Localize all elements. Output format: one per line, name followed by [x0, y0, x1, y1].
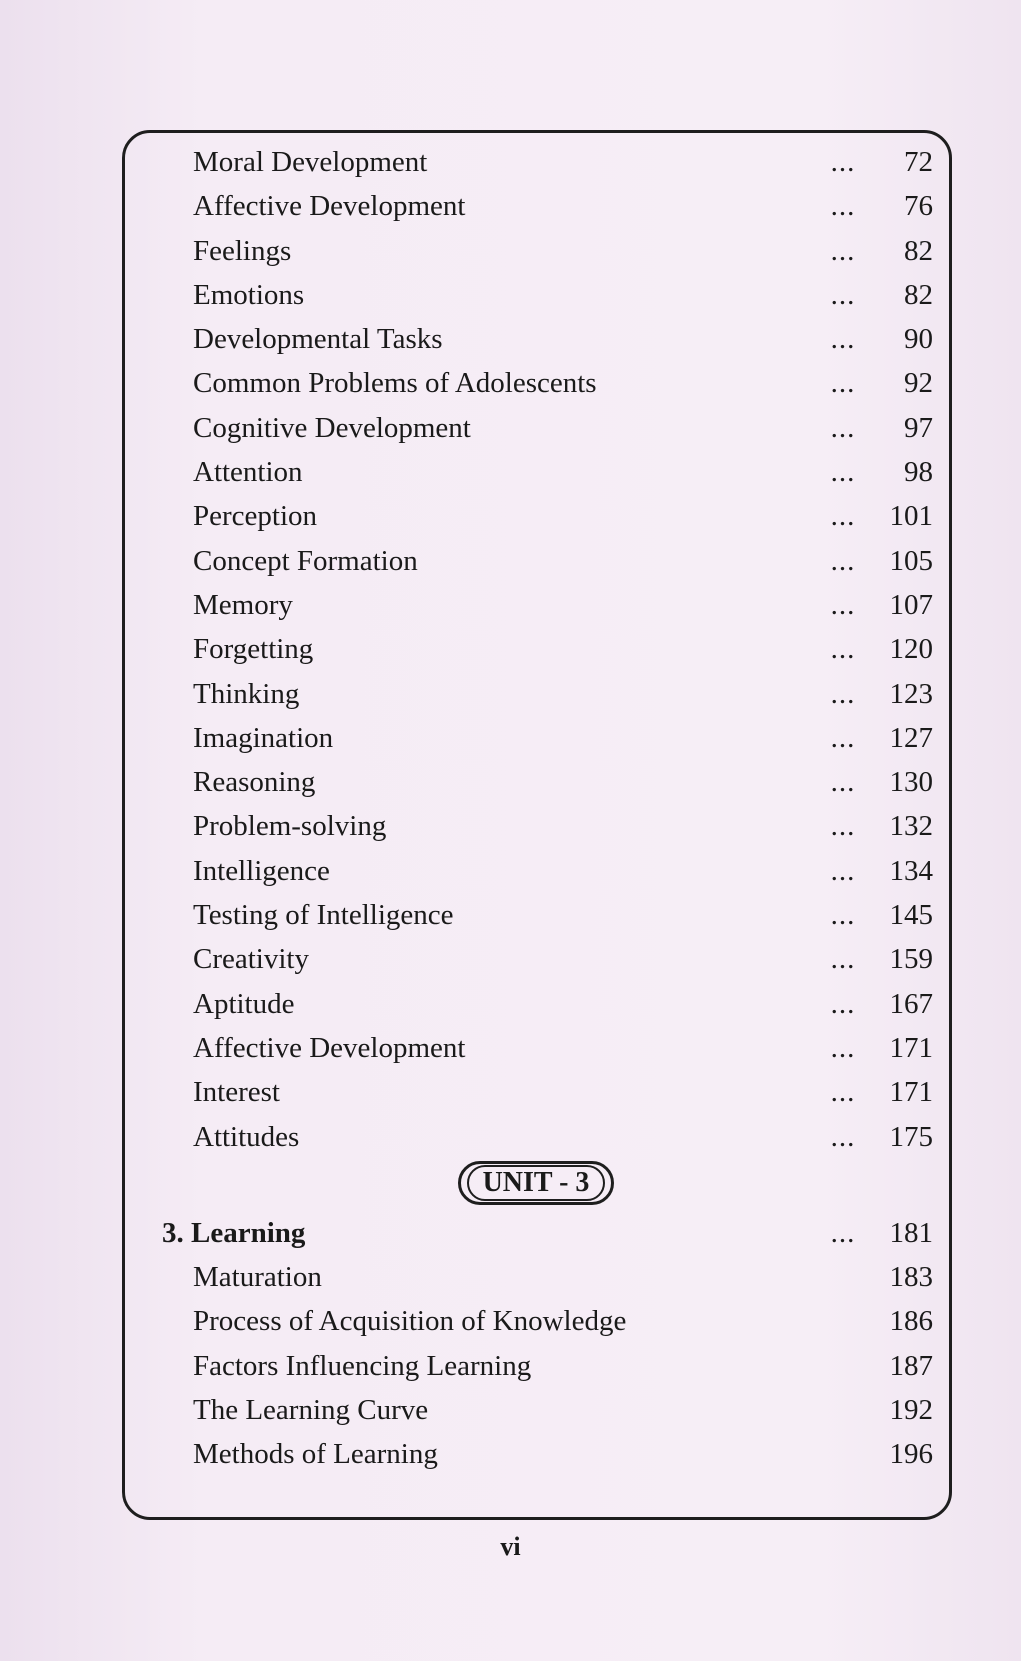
- toc-entry-leader: ...: [830, 278, 856, 311]
- toc-entry-title: Testing of Intelligence: [193, 899, 454, 932]
- toc-entry-page: 196: [889, 1438, 933, 1471]
- toc-entry: [0, 406, 1021, 450]
- toc-entry-title: Memory: [193, 588, 293, 621]
- toc-entry-page: 90: [904, 323, 933, 356]
- toc-entry-leader: ...: [830, 146, 856, 178]
- toc-entry-leader: ...: [830, 1216, 856, 1249]
- toc-entry: [0, 273, 1021, 317]
- toc-entry-page: 159: [889, 943, 933, 976]
- toc-entry-page: 167: [889, 987, 933, 1020]
- unit-heading: [0, 1159, 1021, 1211]
- toc-entry-title: 3. Learning: [162, 1216, 306, 1249]
- toc-entry-page: 101: [889, 500, 933, 533]
- toc-entry-title: Maturation: [193, 1261, 322, 1294]
- toc-entry-page: 130: [889, 766, 933, 799]
- toc-entry-title: Intelligence: [193, 854, 330, 887]
- toc-entry-title: Attention: [193, 456, 303, 489]
- toc-entry-leader: ...: [830, 190, 856, 223]
- toc-entry: [0, 1026, 1021, 1070]
- toc-entry-leader: ...: [830, 633, 856, 666]
- toc-entry: [0, 893, 1021, 937]
- toc-entry-leader: ...: [830, 1031, 856, 1064]
- toc-entry-leader: ...: [830, 899, 856, 932]
- toc-entry-title: Affective Development: [193, 190, 466, 223]
- toc-entry: [0, 760, 1021, 804]
- toc-entry-title: Concept Formation: [193, 544, 418, 577]
- toc-entry: [0, 1344, 1021, 1388]
- toc-group-unit-3: [0, 1211, 1021, 1477]
- toc-group-unit-2: [0, 140, 1021, 1159]
- toc-entry-leader: ...: [830, 544, 856, 577]
- toc-entry: [0, 140, 1021, 184]
- toc-entry: [0, 450, 1021, 494]
- toc-entry-leader: ...: [830, 766, 856, 799]
- toc-entry-title: Factors Influencing Learning: [193, 1349, 532, 1382]
- toc-entry-title: Aptitude: [193, 987, 295, 1020]
- toc-entry-page: 82: [904, 234, 933, 267]
- toc-entry-page: 98: [904, 456, 933, 489]
- toc-entry-page: 82: [904, 278, 933, 311]
- toc-entry-page: 181: [889, 1216, 933, 1249]
- toc-entry: [0, 849, 1021, 893]
- toc-entry-title: The Learning Curve: [193, 1394, 429, 1427]
- toc-entry-page: 105: [889, 544, 933, 577]
- toc-entry-leader: ...: [830, 456, 856, 489]
- page-number: vi: [500, 1532, 521, 1561]
- toc-entry: [0, 982, 1021, 1026]
- toc-entry-leader: ...: [830, 500, 856, 533]
- toc-entry-leader: ...: [830, 987, 856, 1020]
- toc-entry-title: Cognitive Development: [193, 411, 471, 444]
- toc-entry: [0, 1432, 1021, 1476]
- toc-entry: [0, 1255, 1021, 1299]
- toc-entry-leader: ...: [830, 1076, 856, 1109]
- toc-entry: [0, 494, 1021, 538]
- toc-entry: [0, 361, 1021, 405]
- toc-entry: [0, 1388, 1021, 1432]
- toc-entry-title: Common Problems of Adolescents: [193, 367, 597, 400]
- toc-entry: [0, 937, 1021, 981]
- toc-entry-page: 171: [889, 1076, 933, 1109]
- toc-entry-leader: ...: [830, 721, 856, 754]
- toc-entry-page: 92: [904, 367, 933, 400]
- toc-entry-title: Perception: [193, 500, 318, 533]
- toc-entry-page: 132: [889, 810, 933, 843]
- toc-entry-title: Thinking: [193, 677, 300, 710]
- toc-entry-page: 123: [889, 677, 933, 710]
- toc-entry-title: Process of Acquisition of Knowledge: [193, 1305, 627, 1338]
- toc-entry: [0, 1115, 1021, 1159]
- toc-entry-page: 120: [889, 633, 933, 666]
- toc-entry-leader: ...: [830, 677, 856, 710]
- toc-entry-page: 127: [889, 721, 933, 754]
- toc-entry-page: 134: [889, 854, 933, 887]
- toc-entry: [0, 1299, 1021, 1343]
- table-of-contents: [0, 140, 1021, 1477]
- toc-entry: [0, 627, 1021, 671]
- toc-entry-leader: ...: [830, 810, 856, 843]
- toc-entry-leader: ...: [830, 234, 856, 267]
- toc-entry-page: 107: [889, 588, 933, 621]
- toc-entry-leader: ...: [830, 411, 856, 444]
- toc-entry-title: Interest: [193, 1076, 280, 1109]
- toc-entry-page: 186: [889, 1305, 933, 1338]
- toc-entry-title: Forgetting: [193, 633, 314, 666]
- unit-label: UNIT - 3: [467, 1165, 606, 1201]
- toc-entry: [0, 1211, 1021, 1255]
- toc-entry-page: 175: [889, 1120, 933, 1153]
- toc-entry-leader: ...: [830, 367, 856, 400]
- toc-entry-leader: ...: [830, 588, 856, 621]
- toc-entry-title: Reasoning: [193, 766, 316, 799]
- toc-entry-leader: ...: [830, 943, 856, 976]
- toc-entry-title: Creativity: [193, 943, 309, 976]
- toc-entry-page: 183: [889, 1261, 933, 1294]
- toc-entry: [0, 672, 1021, 716]
- toc-entry: [0, 716, 1021, 760]
- toc-entry: [0, 229, 1021, 273]
- toc-entry: [0, 184, 1021, 228]
- toc-entry-title: Feelings: [193, 234, 292, 267]
- toc-entry: [0, 583, 1021, 627]
- toc-entry-title: Imagination: [193, 721, 334, 754]
- toc-entry-title: Problem-solving: [193, 810, 387, 843]
- toc-entry: [0, 317, 1021, 361]
- toc-entry-title: Emotions: [193, 278, 305, 311]
- toc-entry-page: 187: [889, 1349, 933, 1382]
- toc-entry: [0, 539, 1021, 583]
- toc-entry: [0, 804, 1021, 848]
- toc-entry-leader: ...: [830, 323, 856, 356]
- unit-badge: [458, 1161, 614, 1205]
- toc-entry-leader: ...: [830, 1120, 856, 1153]
- toc-entry-leader: ...: [830, 854, 856, 887]
- toc-entry-page: 171: [889, 1031, 933, 1064]
- toc-entry-title: Methods of Learning: [193, 1438, 438, 1471]
- toc-entry-title: Moral Development: [193, 146, 428, 178]
- toc-entry-title: Affective Development: [193, 1031, 466, 1064]
- toc-entry-page: 192: [889, 1394, 933, 1427]
- toc-entry-title: Attitudes: [193, 1120, 300, 1153]
- toc-entry-page: 97: [904, 411, 933, 444]
- toc-entry-page: 145: [889, 899, 933, 932]
- toc-entry-page: 76: [904, 190, 933, 223]
- toc-entry: [0, 1070, 1021, 1114]
- toc-entry-title: Developmental Tasks: [193, 323, 443, 356]
- toc-entry-page: 72: [904, 146, 933, 178]
